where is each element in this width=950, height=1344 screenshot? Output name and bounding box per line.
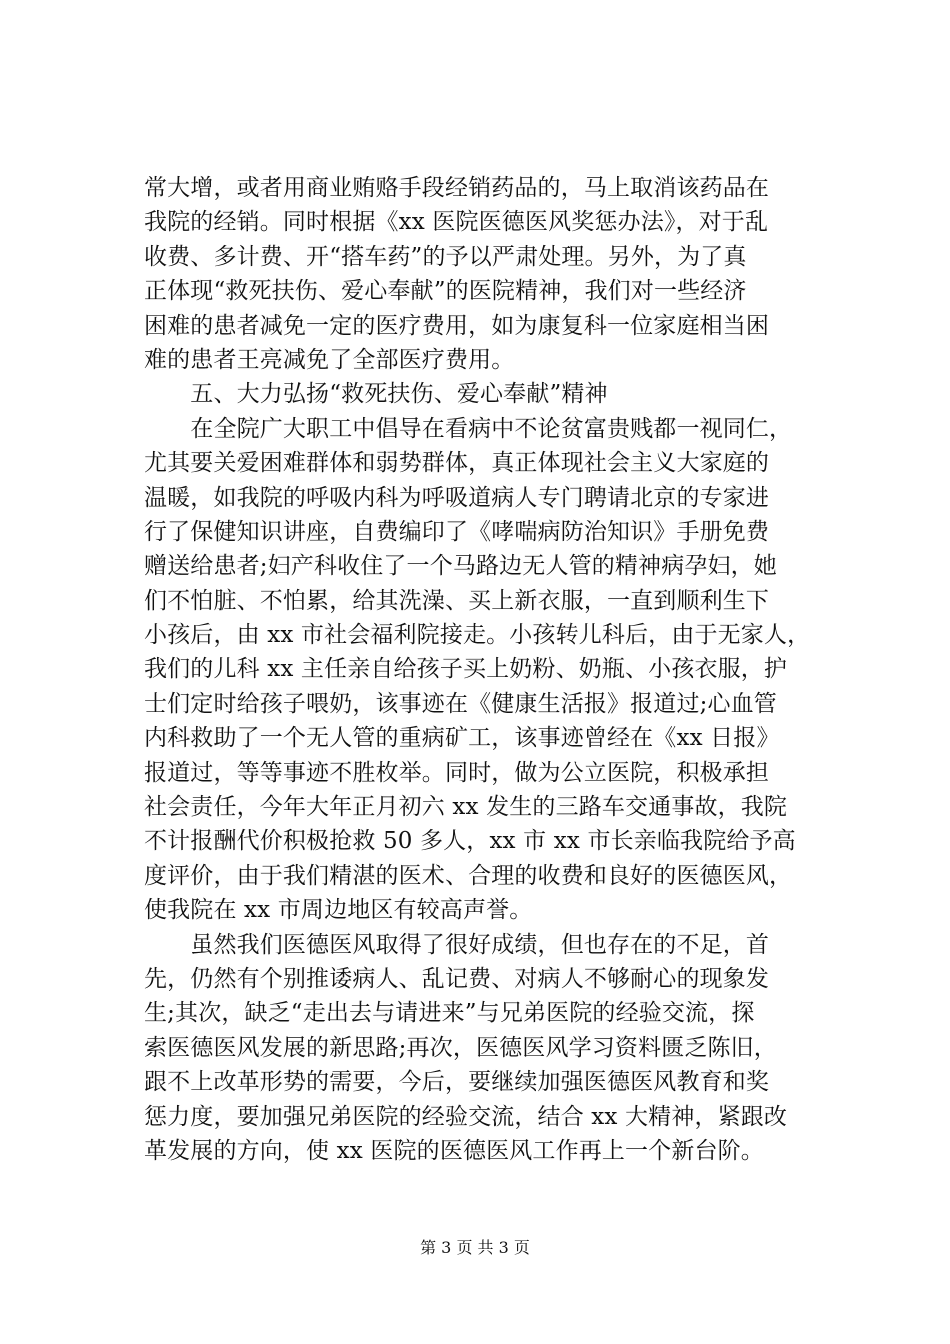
text-line: 常大增，或者用商业贿赂手段经销药品的，马上取消该药品在 — [144, 175, 770, 201]
text-line: 内科救助了一个无人管的重病矿工，该事迹曾经在《xx 日报》 — [144, 725, 780, 752]
text-line: 尤其要关爱困难群体和弱势群体，真正体现社会主义大家庭的 — [144, 450, 770, 477]
text-line: 生;其次，缺乏“走出去与请进来”与兄弟医院的经验交流，探 — [144, 1000, 755, 1027]
text-line: 先，仍然有个别推诿病人、乱记费、对病人不够耐心的现象发 — [144, 965, 770, 992]
page-footer: 第 3 页 共 3 页 — [420, 1238, 530, 1257]
text-line: 困难的患者减免一定的医疗费用，如为康复科一位家庭相当困 — [144, 312, 770, 339]
text-line: 小孩后，由 xx 市社会福利院接走。小孩转儿科后，由于无家人， — [144, 622, 811, 649]
text-line: 使我院在 xx 市周边地区有较高声誉。 — [144, 897, 533, 924]
text-line: 不计报酬代价积极抢救 50 多人，xx 市 xx 市长亲临我院给予高 — [144, 828, 796, 855]
text-line: 惩力度，要加强兄弟医院的经验交流，结合 xx 大精神，紧跟改 — [144, 1103, 788, 1130]
text-line: 度评价，由于我们精湛的医术、合理的收费和良好的医德医风， — [144, 862, 793, 889]
text-line: 正体现“救死扶伤、爱心奉献”的医院精神，我们对一些经济 — [144, 278, 747, 305]
text-line: 索医德医风发展的新思路;再次，医德医风学习资料匮乏陈旧， — [144, 1034, 777, 1061]
text-line: 士们定时给孩子喂奶，该事迹在《健康生活报》报道过;心血管 — [144, 690, 777, 717]
text-line: 收费、多计费、开“搭车药”的予以严肃处理。另外，为了真 — [144, 243, 747, 270]
text-line: 跟不上改革形势的需要，今后，要继续加强医德医风教育和奖 — [144, 1069, 770, 1096]
text-line: 在全院广大职工中倡导在看病中不论贫富贵贱都一视同仁， — [144, 415, 793, 442]
text-line: 报道过，等等事迹不胜枚举。同时，做为公立医院，积极承担 — [144, 759, 770, 786]
text-line: 我们的儿科 xx 主任亲自给孩子买上奶粉、奶瓶、小孩衣服，护 — [144, 656, 788, 683]
text-line: 们不怕脏、不怕累，给其洗澡、买上新衣服，一直到顺利生下 — [144, 587, 770, 614]
text-line: 革发展的方向，使 xx 医院的医德医风工作再上一个新台阶。 — [144, 1137, 764, 1164]
text-line: 赠送给患者;妇产科收住了一个马路边无人管的精神病孕妇，她 — [144, 553, 777, 580]
text-line: 行了保健知识讲座，自费编印了《哮喘病防治知识》手册免费 — [144, 518, 770, 545]
text-line: 我院的经销。同时根据《xx 医院医德医风奖惩办法》，对于乱 — [144, 209, 769, 236]
text-line: 五、大力弘扬“救死扶伤、爱心奉献”精神 — [144, 381, 608, 408]
document-body — [144, 171, 844, 1168]
text-line: 温暖，如我院的呼吸内科为呼吸道病人专门聘请北京的专家进 — [144, 484, 770, 511]
text-line: 难的患者王亮减免了全部医疗费用。 — [144, 346, 515, 373]
text-line: 虽然我们医德医风取得了很好成绩，但也存在的不足，首 — [144, 931, 770, 958]
text-line: 社会责任，今年大年正月初六 xx 发生的三路车交通事故，我院 — [144, 794, 788, 821]
